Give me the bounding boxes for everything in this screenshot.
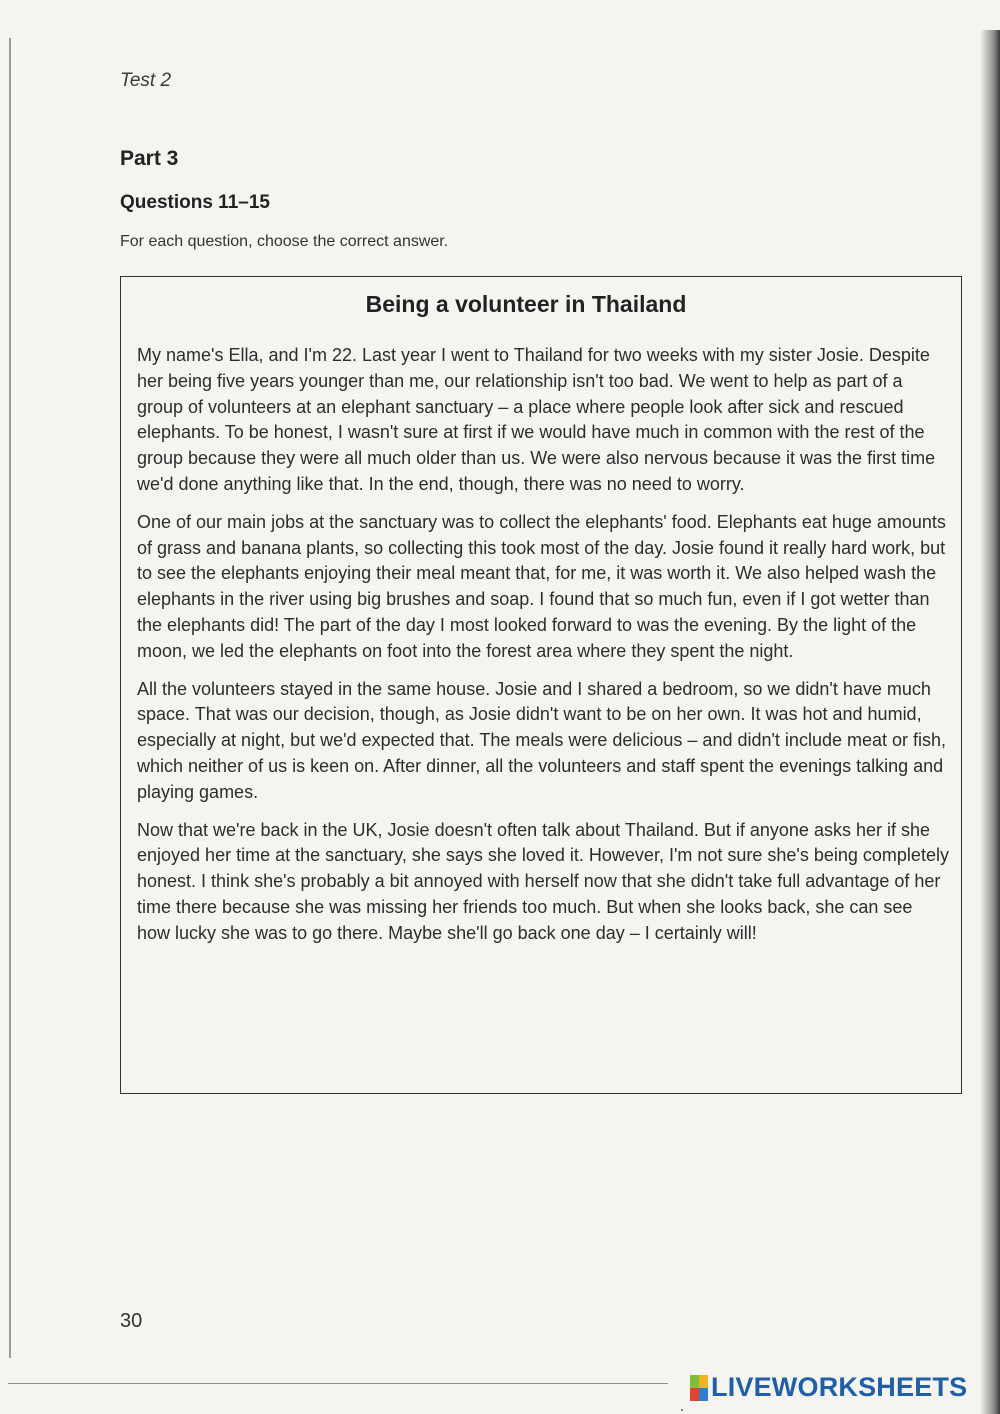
reading-passage-box: [120, 276, 962, 1094]
page-number: 30: [120, 1310, 143, 1332]
passage-paragraph-3: All the volunteers stayed in the same house. Josie and I shared a bedroom, so we didn't have much space. That was our decision, though, as Josie didn't want to be on her own. It was hot and humid, especially at night, but we'd expected that. The meals were delicious – and didn't include meat or fish, which neither of us is keen on. After dinner, all the volunteers and staff spent the evenings talking and playing games.: [137, 678, 947, 802]
passage-paragraph-4: Now that we're back in the UK, Josie doesn't often talk about Thailand. But if anyone asks her if she enjoyed her time at the sanctuary, she says she loved it. However, I'm not sure she's being completely honest. I think she's probably a bit annoyed with herself now that she didn't take full advantage of her time there because she was missing her friends too much. But when she looks back, she can see how lucky she was to go there. Maybe she'll go back one day – I certainly will!: [137, 819, 949, 943]
liveworksheets-logo-icon: [690, 1375, 708, 1401]
scan-dot-mark: [681, 1409, 683, 1411]
part-title: Part 3: [120, 147, 179, 170]
scan-left-edge-line: [9, 38, 11, 1358]
passage-paragraph-2: One of our main jobs at the sanctuary was to collect the elephants' food. Elephants eat huge amounts of grass and banana plants, so collecting this took most of the day. Josie found it really hard work, but to see the elephants enjoying their meal meant that, for me, it was worth it. We also helped wash the elephants in the river using big brushes and soap. I found that so much fun, even if I got wetter than the elephants did! The part of the day I most looked forward to was the evening. By the light of the moon, we led the elephants on foot into the forest area where they spent the night.: [137, 511, 946, 661]
questions-title: Questions 11–15: [120, 192, 270, 213]
liveworksheets-brand: [690, 1372, 967, 1403]
scan-bottom-line: [8, 1383, 668, 1384]
passage-title: Being a volunteer in Thailand: [365, 291, 687, 317]
instruction-text: For each question, choose the correct answer.: [120, 233, 449, 250]
brand-text: LIVEWORKSHEETS: [711, 1372, 968, 1402]
scan-right-edge-shadow: [980, 30, 1000, 1414]
passage-body: [137, 343, 949, 959]
test-label: Test 2: [120, 70, 172, 91]
passage-paragraph-1: My name's Ella, and I'm 22. Last year I went to Thailand for two weeks with my sister Josie. Despite her being five years younger than me, our relationship isn't too bad. We went to help as part of a group of volunteers at an elephant sanctuary – a place where people look after sick and rescued elephants. To be honest, I wasn't sure at first if we would have much in common with the rest of the group because they were all much older than us. We were also nervous because it was the first time we'd done anything like that. In the end, though, there was no need to worry.: [137, 345, 936, 494]
